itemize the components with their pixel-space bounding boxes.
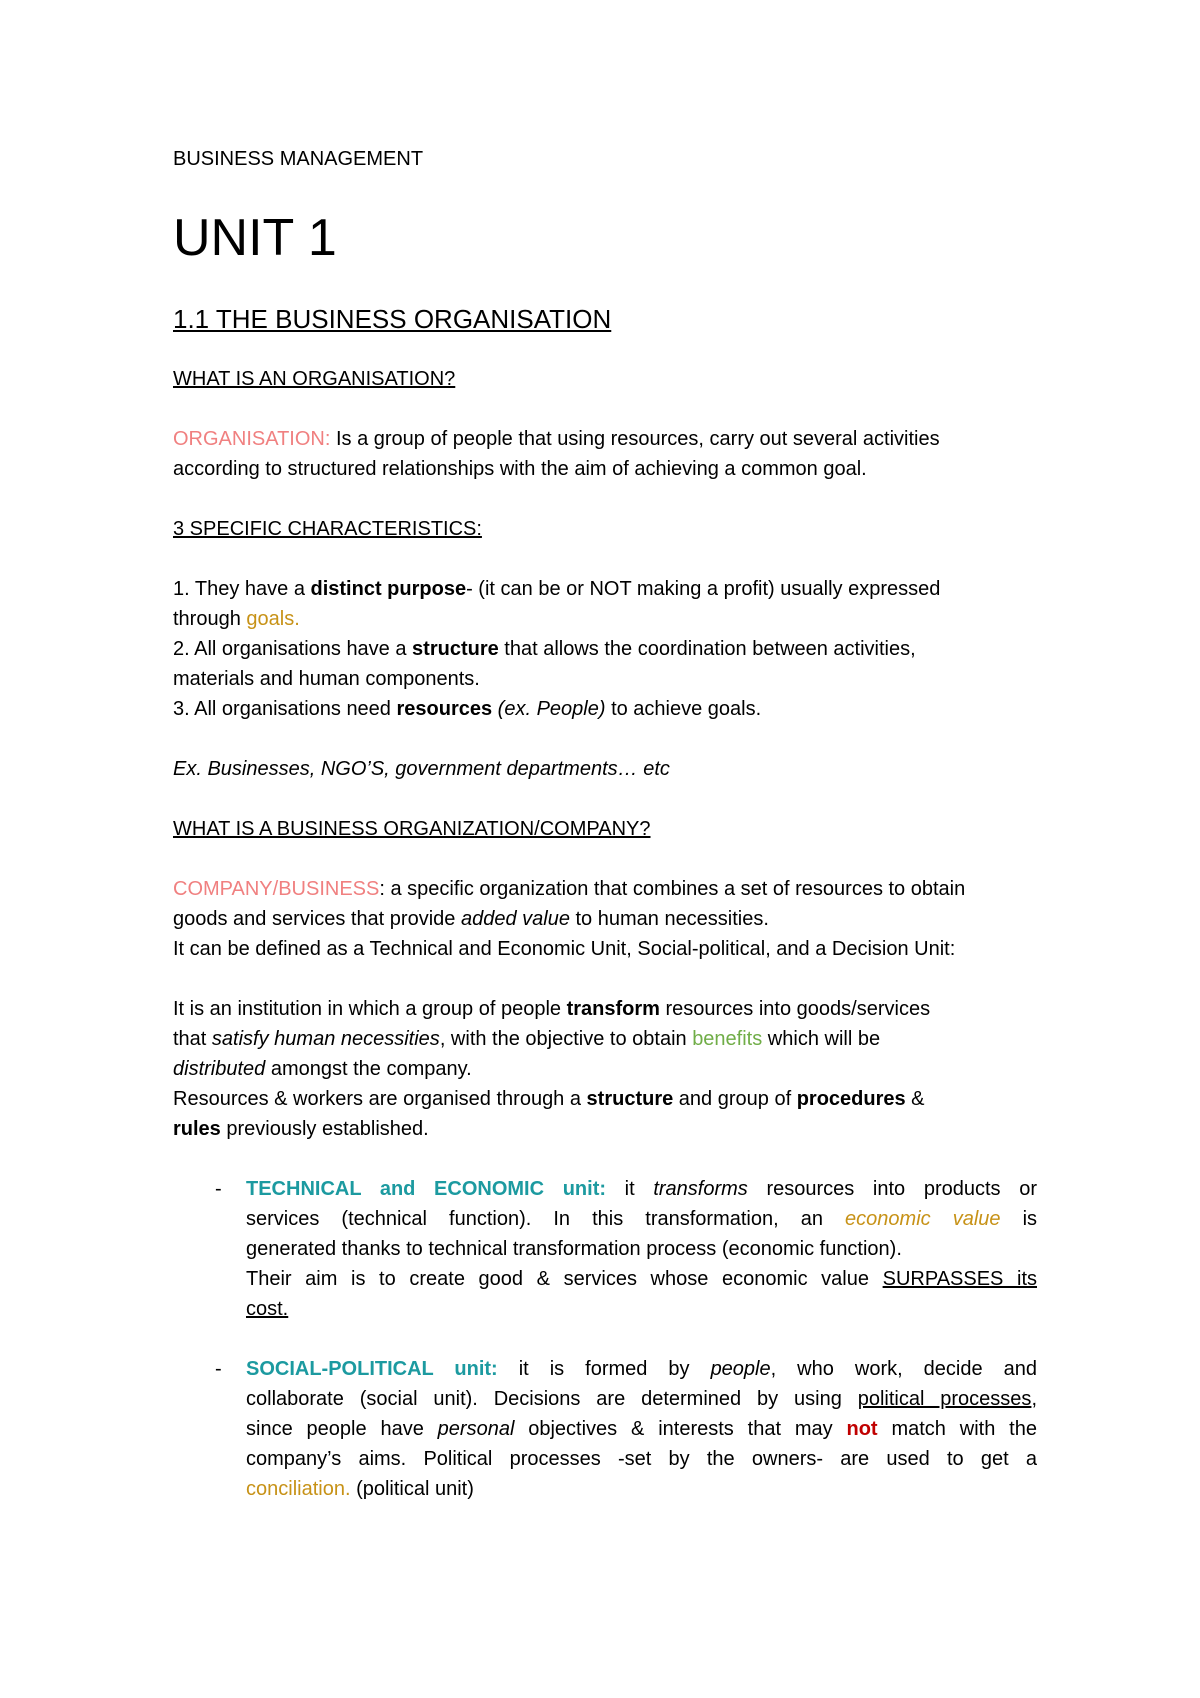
political-processes-underline: political processes [857,1388,1032,1410]
characteristic-2-line-2: materials and human components. [173,668,480,690]
bullet-dash-technical: - [215,1178,222,1200]
institution-line-3 [173,1054,472,1084]
c3-text-a: 3. All organisations need [173,698,397,720]
tech-line-4 [246,1264,1037,1294]
tech-l1-italic: transforms [653,1178,748,1200]
company-def-b1: goods and services that provide [173,908,461,930]
surpasses-underline: SURPASSES its [882,1268,1037,1290]
company-definition-line-3: It can be defined as a Technical and Economic Unit, Social-political, and a Decision Unit: [173,938,956,960]
c1-text-a: 1. They have a [173,578,311,600]
tech-line-3: generated thanks to technical transformation process (economic function). [246,1238,902,1260]
company-def-a: : a specific organization that combines a set of resources to obtain [379,878,966,900]
c1-bold: distinct purpose [310,578,467,600]
examples-line [173,754,670,784]
social-l3-b: objectives & interests that may [514,1418,847,1440]
benefits-highlight: benefits [692,1028,763,1050]
social-l1-italic: people [710,1358,771,1380]
social-l2-a: collaborate (social unit). Decisions are determined by using [246,1388,858,1410]
social-l5-b: (political unit) [350,1478,474,1500]
p2-b2: , with the objective to obtain [439,1028,693,1050]
company-def-italic: added value [460,908,570,930]
characteristic-3 [173,694,761,724]
company-definition-line-2 [173,904,769,934]
institution-line-1 [173,994,930,1024]
course-header: BUSINESS MANAGEMENT [173,148,424,170]
c1-text-b: - (it can be or NOT making a profit) usually expressed [466,578,941,600]
bullet-social-political [246,1354,1037,1504]
institution-line-2 [173,1024,880,1054]
tech-l1-b: resources into products or [747,1178,1037,1200]
tech-l1-a: it [606,1178,654,1200]
organisation-term: ORGANISATION: [173,428,331,450]
characteristic-2-line-1 [173,634,916,664]
c2-bold: structure [412,638,499,660]
social-line-1 [246,1354,1037,1384]
c3-text-b: to achieve goals. [605,698,762,720]
social-l1-a: it is formed by [497,1358,711,1380]
characteristic-1-line-1 [173,574,940,604]
social-line-4: company’s aims. Political processes -set by the owners- are used to get a [246,1448,1037,1470]
p3-a3: & [905,1088,925,1110]
organisation-definition-line-2: according to structured relationships with the aim of achieving a common goal. [173,458,867,480]
company-definition-line-1 [173,874,965,904]
characteristics-heading: 3 SPECIFIC CHARACTERISTICS: [173,518,482,540]
bullet-dash-social: - [215,1358,222,1380]
organisation-question: WHAT IS AN ORGANISATION? [173,368,456,390]
p2-c-italic: distributed [173,1058,266,1080]
tech-l2-b: is [1000,1208,1038,1230]
social-line-2 [246,1384,1037,1414]
p3-bold-1: structure [586,1088,674,1110]
tech-term: TECHNICAL and ECONOMIC unit: [246,1178,607,1200]
p2-b1: that [173,1028,212,1050]
section-title: 1.1 THE BUSINESS ORGANISATION [173,304,612,334]
examples-text: Ex. Businesses, NGO’S, government departments… etc [173,758,670,780]
resources-line-1 [173,1084,925,1114]
p3-b-bold: rules [173,1118,221,1140]
p3-a2: and group of [673,1088,797,1110]
social-l2-b: , [1031,1388,1037,1410]
social-line-5 [246,1474,1037,1504]
resources-line-2 [173,1114,429,1144]
organisation-definition-line-1 [173,424,940,454]
p2-a2: resources into goods/services [659,998,931,1020]
c2-text-b: that allows the coordination between activities, [498,638,916,660]
p2-bold: transform [566,998,660,1020]
social-l3-italic: personal [437,1418,515,1440]
tech-l2-a: services (technical function). In this transformation, an [246,1208,846,1230]
goals-highlight: goals. [246,608,300,630]
c3-bold: resources [396,698,493,720]
social-l1-b: , who work, decide and [770,1358,1037,1380]
p3-bold-2: procedures [796,1088,906,1110]
tech-l4-a: Their aim is to create good & services whose economic value [246,1268,883,1290]
c3-italic: (ex. People) [492,698,606,720]
c1-text-c: through [173,608,247,630]
not-highlight: not [846,1418,878,1440]
tech-line-1 [246,1174,1037,1204]
social-line-3 [246,1414,1037,1444]
company-question: WHAT IS A BUSINESS ORGANIZATION/COMPANY? [173,818,651,840]
company-term: COMPANY/BUSINESS [173,878,380,900]
company-def-b2: to human necessities. [569,908,769,930]
economic-value-highlight: economic value [845,1208,1001,1230]
tech-line-2 [246,1204,1037,1234]
tech-line-5 [246,1294,1037,1324]
conciliation-highlight: conciliation. [246,1478,351,1500]
p3-a1: Resources & workers are organised through a [173,1088,587,1110]
social-term: SOCIAL-POLITICAL unit: [246,1358,498,1380]
p2-c2: amongst the company. [265,1058,472,1080]
unit-title: UNIT 1 [173,209,337,267]
social-l3-c: match with the [877,1418,1037,1440]
p2-a1: It is an institution in which a group of people [173,998,567,1020]
p2-b3: which will be [762,1028,881,1050]
cost-underline: cost. [246,1298,289,1320]
p3-b2: previously established. [220,1118,429,1140]
p2-italic: satisfy human necessities [211,1028,440,1050]
c2-text-a: 2. All organisations have a [173,638,413,660]
characteristic-1-line-2 [173,604,300,634]
bullet-technical-economic [246,1174,1037,1324]
organisation-def-text-1: Is a group of people that using resources, carry out several activities [330,428,940,450]
social-l3-a: since people have [246,1418,438,1440]
